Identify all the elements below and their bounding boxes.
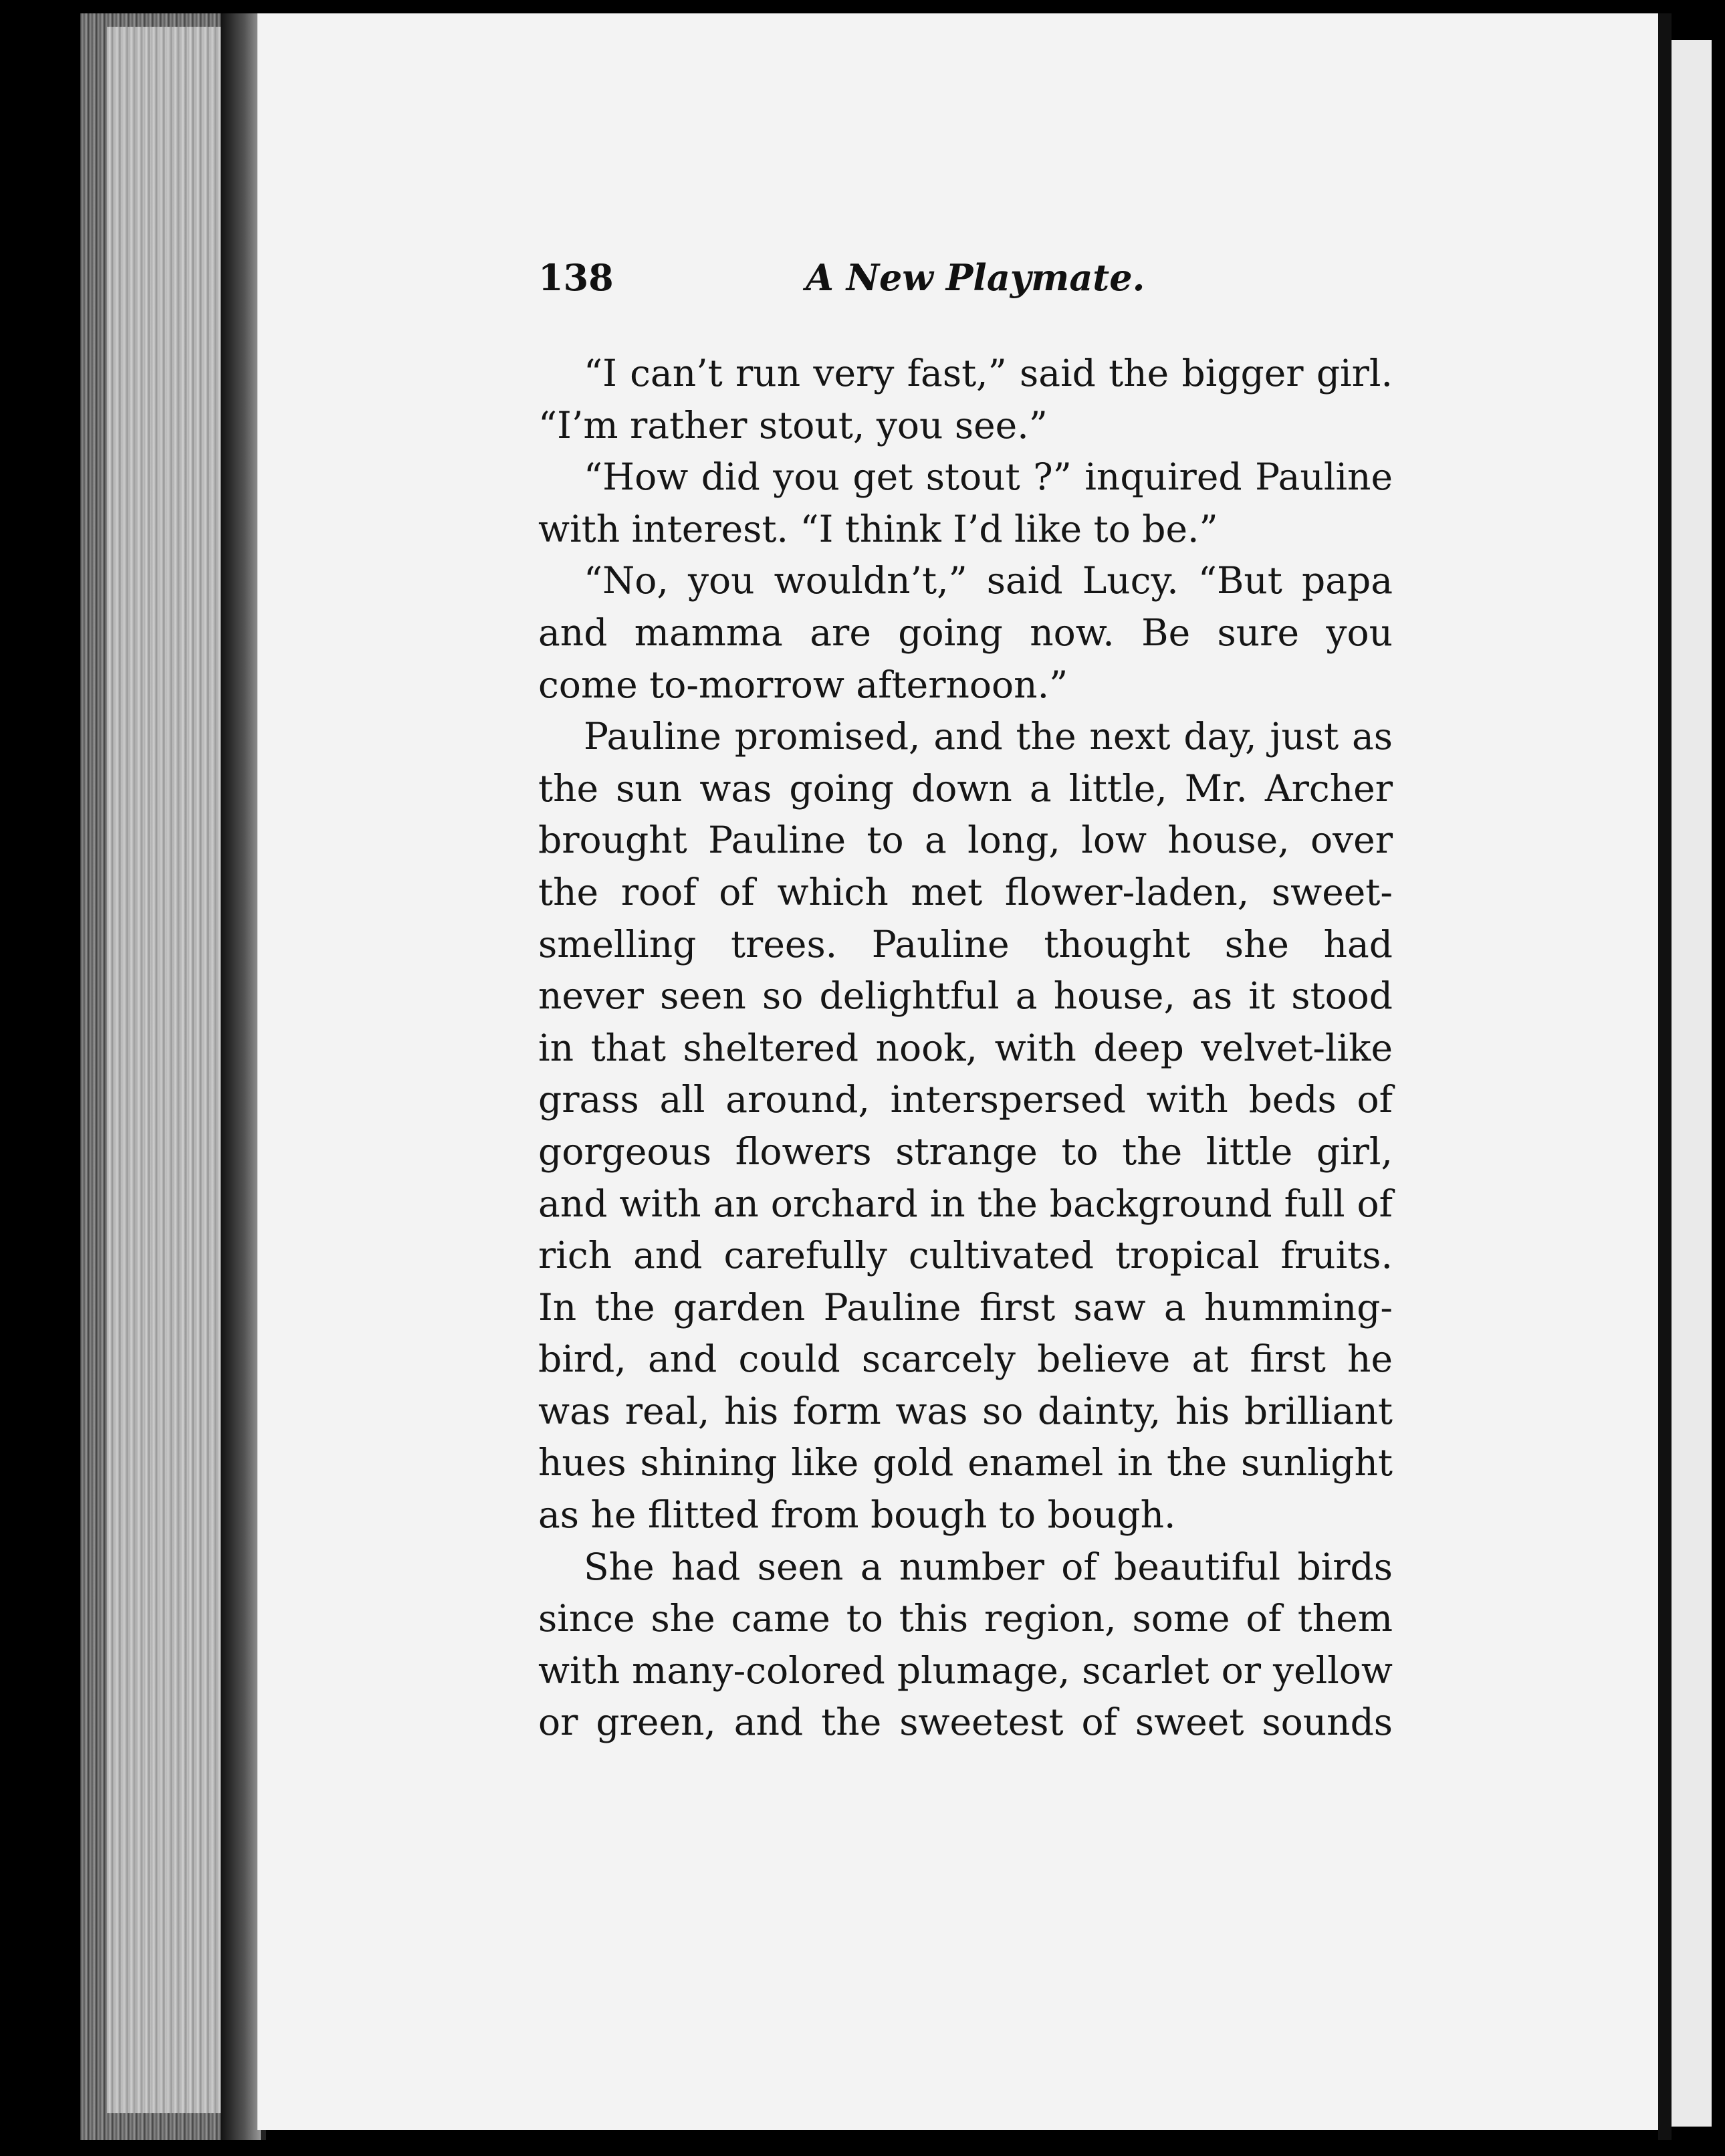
- paragraph: “No, you wouldn’t,” said Lucy. “But papa and mamma are going now. Be sure you come to-morrow afternoon.”: [538, 559, 1393, 706]
- page-header: [538, 256, 1393, 303]
- paragraph: “How did you get stout ?” inquired Pauline with interest. “I think I’d like to be.”: [538, 455, 1393, 550]
- paragraph: She had seen a number of beautiful birds since she came to this region, some of them with many-colored plumage, scarlet or yellow or green, and the sweetest of sweet sounds: [538, 1545, 1393, 1744]
- paragraph: Pauline promised, and the next day, just as the sun was going down a little, Mr. Archer brought Pauline to a long, low house, over the roof of which met flower-laden, sweet-smelling trees. Pauline thought she had never seen so delightful a house, as it stood in that sheltered nook, with deep velvet-like grass all around, interspersed with beds of gorgeous flowers strange to the little girl, and with an orchard in the background full of rich and carefully cultivated tropical fruits. In the garden Pauline first saw a humming-bird, and could scarcely believe at first he was real, his form was so dainty, his brilliant hues shining like gold enamel in the sunlight as he flitted from bough to bough.: [538, 715, 1393, 1537]
- book-page-edges-inner: [107, 27, 234, 2113]
- right-margin-edge: [1658, 13, 1672, 2140]
- running-title: A New Playmate.: [806, 256, 1145, 299]
- body-text: [538, 348, 1393, 1749]
- page-number: 138: [538, 256, 614, 299]
- paragraph: “I can’t run very fast,” said the bigger girl. “I’m rather stout, you see.”: [538, 352, 1393, 447]
- facing-page-sliver: [1672, 40, 1712, 2127]
- gutter-shadow: [221, 13, 261, 2140]
